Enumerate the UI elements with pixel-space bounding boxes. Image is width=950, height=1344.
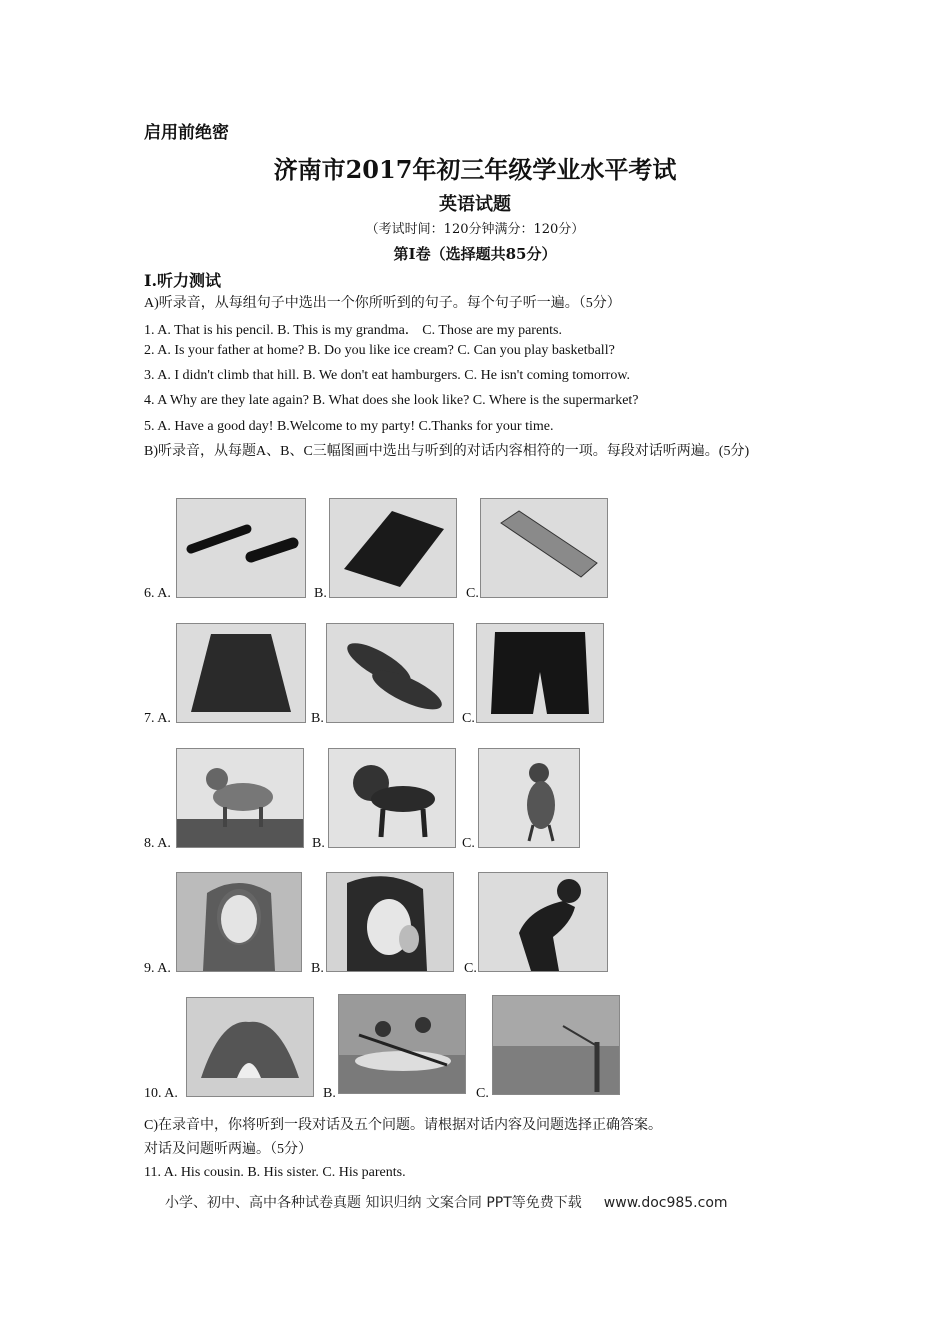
q7-c-label: C. (462, 711, 475, 726)
cat-icon (479, 749, 579, 847)
notebook-icon (330, 499, 456, 597)
pen-image (176, 498, 306, 598)
q10-b-label: B. (323, 1086, 336, 1101)
q10-label: 10. A. (144, 1086, 178, 1101)
question-1: 1. A. That is his pencil. B. This is my grandma． C. Those are my parents. (144, 323, 563, 338)
ruler-icon (481, 499, 607, 597)
shoes-icon (327, 624, 453, 722)
question-2: 2. A. Is your father at home? B. Do you like ice cream? C. Can you play basketball? (144, 343, 615, 358)
pen-icon (177, 499, 305, 597)
shorts-icon (477, 624, 603, 722)
question-5: 5. A. Have a good day! B.Welcome to my party! C.Thanks for your time. (144, 419, 554, 434)
q6-label: 6. A. (144, 586, 171, 601)
tent-icon (187, 998, 313, 1096)
dog-image (176, 748, 304, 848)
footer-url[interactable]: www.doc985.com (603, 1195, 728, 1211)
skirt-icon (177, 624, 305, 722)
cat-image (478, 748, 580, 848)
stomachache-icon (479, 873, 607, 971)
footer-text: 小学、初中、高中各种试卷真题 知识归纳 文案合同 PPT等免费下载 (165, 1195, 582, 1211)
fishing-icon (493, 996, 619, 1094)
toothache-icon (327, 873, 453, 971)
q9-c-label: C. (464, 961, 477, 976)
fishing-image (492, 995, 620, 1095)
boating-image (338, 994, 466, 1094)
question-3: 3. A. I didn't climb that hill. B. We don't eat hamburgers. C. He isn't coming tomorrow. (144, 368, 631, 383)
q7-b-label: B. (311, 711, 324, 726)
volume-heading: 第Ⅰ卷（选择题共85分） (393, 245, 557, 263)
ruler-image (480, 498, 608, 598)
q7-label: 7. A. (144, 711, 171, 726)
tent-image (186, 997, 314, 1097)
q8-label: 8. A. (144, 836, 171, 851)
notebook-image (329, 498, 457, 598)
stomachache-image (478, 872, 608, 972)
headache-icon (177, 873, 301, 971)
lion-image (328, 748, 456, 848)
shoes-image (326, 623, 454, 723)
question-11: 11. A. His cousin. B. His sister. C. His parents. (144, 1165, 406, 1180)
q6-b-label: B. (314, 586, 327, 601)
question-4: 4. A Why are they late again? B. What does she look like? C. Where is the supermarket? (144, 393, 639, 408)
section-title: I.听力测试 (144, 271, 222, 290)
headache-image (176, 872, 302, 972)
lion-icon (329, 749, 455, 847)
footer (165, 1192, 728, 1212)
dog-icon (177, 749, 303, 847)
exam-subtitle: 英语试题 (439, 194, 511, 215)
exam-title: 济南市2017年初三年级学业水平考试 (273, 155, 677, 184)
part-c-instruction: C)在录音中，你将听到一段对话及五个问题。请根据对话内容及问题选择正确答案。对话及问题听两遍。（5分） (144, 1118, 662, 1157)
q8-c-label: C. (462, 836, 475, 851)
boating-icon (339, 995, 465, 1093)
shorts-image (476, 623, 604, 723)
toothache-image (326, 872, 454, 972)
exam-time-info: （考试时间：120分钟满分：120分） (365, 222, 585, 237)
q9-b-label: B. (311, 961, 324, 976)
q6-c-label: C. (466, 586, 479, 601)
confidential-label: 启用前绝密 (144, 123, 229, 143)
skirt-image (176, 623, 306, 723)
part-a-instruction: A)听录音，从每组句子中选出一个你所听到的句子。每个句子听一遍。（5分） (144, 296, 621, 311)
q9-label: 9. A. (144, 961, 171, 976)
part-b-instruction: B)听录音，从每题A、B、C三幅图画中选出与听到的对话内容相符的一项。每段对话听两遍。(5分) (144, 444, 750, 459)
q8-b-label: B. (312, 836, 325, 851)
q10-c-label: C. (476, 1086, 489, 1101)
